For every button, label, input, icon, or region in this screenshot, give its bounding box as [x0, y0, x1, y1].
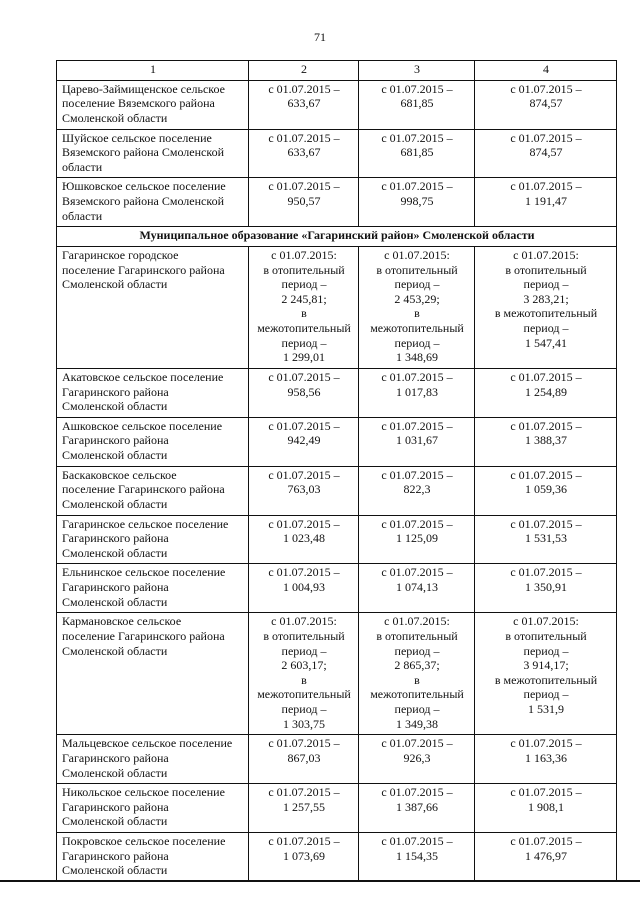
settlement-name-line: Кармановское сельское [62, 614, 182, 629]
tariff-col-2-line: 1 257,55 [283, 799, 325, 814]
tariff-col-4-line: с 01.07.2015 – [510, 785, 582, 800]
tariff-col-2-line: с 01.07.2015 – [268, 418, 340, 433]
tariff-col-3-line: с 01.07.2015: [384, 247, 450, 262]
tariff-col-2-line: период – [281, 335, 327, 350]
tariff-col-2-line: 2 245,81; [281, 291, 327, 306]
tariff-col-3-line: 822,3 [403, 482, 431, 497]
tariff-col-2-line: с 01.07.2015: [271, 247, 337, 262]
tariff-col-3-line: 2 865,37; [394, 658, 440, 673]
tariff-col-4 [475, 178, 617, 227]
tariff-col-2-line: 942,49 [287, 433, 321, 448]
column-number-2: 2 [249, 61, 359, 81]
tariff-col-3-line: с 01.07.2015 – [381, 130, 453, 145]
tariff-col-2-line: 2 603,17; [281, 658, 327, 673]
tariff-col-3 [359, 368, 475, 417]
tariff-col-4-line: с 01.07.2015 – [510, 565, 582, 580]
tariff-col-3-line: в [414, 306, 420, 321]
tariff-col-2-line: в [301, 306, 307, 321]
settlement-name-line: Гагаринского района [62, 799, 169, 814]
tariff-col-2-line: с 01.07.2015 – [268, 516, 340, 531]
tariff-col-4 [475, 246, 617, 368]
tariff-col-3-line: с 01.07.2015 – [381, 834, 453, 848]
column-number-3: 3 [359, 61, 475, 81]
settlement-name-line: Гагаринского района [62, 384, 169, 399]
settlement-name-line: поселение Вяземского района [62, 96, 215, 111]
tariff-col-4-line: 1 531,9 [528, 702, 564, 716]
tariff-col-3-line: с 01.07.2015 – [381, 516, 453, 531]
tariff-col-3-line: межотопительный [370, 321, 464, 335]
table-row [57, 833, 617, 882]
column-number-4: 4 [475, 61, 617, 81]
tariff-col-3-line: с 01.07.2015: [384, 614, 450, 629]
settlement-name-line: Царево-Займищенское сельское [62, 81, 225, 96]
settlement-name-line: Юшковское сельское поселение [62, 179, 226, 194]
tariff-col-2-line: 958,56 [287, 384, 321, 399]
settlement-name-line: Смоленской области [62, 277, 168, 292]
tariff-col-3 [359, 613, 475, 735]
settlement-name [57, 246, 249, 368]
settlement-name-line: Смоленской области [62, 814, 168, 829]
tariff-col-3 [359, 833, 475, 882]
tariff-col-3 [359, 417, 475, 466]
tariff-col-3-line: 681,85 [400, 96, 434, 111]
tariff-col-2 [249, 735, 359, 784]
settlement-name-line: Акатовское сельское поселение [62, 369, 224, 384]
tariff-col-2 [249, 564, 359, 613]
tariff-col-2 [249, 80, 359, 129]
tariff-col-3 [359, 784, 475, 833]
tariff-col-2-line: в [301, 672, 307, 687]
tariff-col-3 [359, 129, 475, 178]
tariff-col-2-line: с 01.07.2015: [271, 614, 337, 629]
settlement-name [57, 417, 249, 466]
settlement-name-line: Вяземского района Смоленской [62, 145, 224, 160]
tariff-col-3-line: период – [394, 277, 440, 292]
tariff-col-4-line: период – [523, 643, 569, 658]
tariff-col-3-line: 926,3 [403, 750, 431, 765]
tariff-col-2-line: период – [281, 643, 327, 658]
tariff-col-4 [475, 466, 617, 515]
table-row [57, 129, 617, 178]
settlement-name-line: Гагаринское городское [62, 247, 179, 262]
tariff-col-4-line: с 01.07.2015 – [510, 81, 582, 96]
tariff-col-4-line: 874,57 [529, 145, 563, 160]
tariff-col-4-line: с 01.07.2015: [513, 614, 579, 629]
tariff-col-3-line: 1 349,38 [396, 716, 438, 731]
settlement-name-line: Смоленской области [62, 545, 168, 560]
tariff-col-4-line: в межотопительный [494, 672, 598, 687]
tariff-col-4 [475, 80, 617, 129]
tariff-col-3-line: 1 154,35 [396, 848, 438, 863]
tariff-col-4-line: с 01.07.2015 – [510, 736, 582, 751]
tariff-col-4-line: в отопительный [505, 262, 587, 277]
tariff-col-3-line: с 01.07.2015 – [381, 369, 453, 384]
table-row [57, 80, 617, 129]
tariff-col-3 [359, 80, 475, 129]
tariff-col-2 [249, 613, 359, 735]
settlement-name-line: Никольское сельское поселение [62, 785, 225, 800]
settlement-name [57, 515, 249, 564]
tariff-col-2 [249, 784, 359, 833]
settlement-name [57, 80, 249, 129]
tariff-col-4-line: 1 908,1 [528, 799, 564, 814]
settlement-name-line: Смоленской области [62, 765, 168, 780]
tariff-col-3-line: 1 125,09 [396, 531, 438, 546]
tariff-col-3-line: 1 017,83 [396, 384, 438, 399]
tariff-col-4-line: 1 531,53 [525, 531, 567, 546]
settlement-name-line: поселение Гагаринского района [62, 628, 225, 643]
tariff-col-4-line: 1 059,36 [525, 482, 567, 497]
tariff-col-3-line: 681,85 [400, 145, 434, 160]
tariff-col-2 [249, 833, 359, 882]
tariff-col-2-line: 1 004,93 [283, 580, 325, 594]
tariff-col-3-line: период – [394, 643, 440, 658]
tariff-col-3-line: с 01.07.2015 – [381, 179, 453, 194]
settlement-name-line: области [62, 208, 103, 223]
tariff-col-4-line: период – [523, 321, 569, 335]
tariff-col-2-line: период – [281, 702, 327, 716]
tariff-col-4-line: с 01.07.2015 – [510, 130, 582, 145]
tariff-col-2 [249, 129, 359, 178]
tariff-col-2-line: 1 303,75 [283, 716, 325, 731]
tariff-col-4-line: 1 388,37 [525, 433, 567, 448]
tariff-col-3 [359, 564, 475, 613]
tariff-col-3 [359, 178, 475, 227]
tariff-col-2-line: 763,03 [287, 482, 321, 497]
tariff-col-4-line: 874,57 [529, 96, 563, 111]
tariff-col-2-line: с 01.07.2015 – [268, 834, 340, 848]
tariff-col-4-line: период – [523, 687, 569, 702]
tariff-col-4-line: в отопительный [505, 628, 587, 643]
tariff-col-2-line: период – [281, 277, 327, 292]
tariff-col-4-line: с 01.07.2015 – [510, 516, 582, 531]
column-number-1: 1 [57, 61, 249, 81]
tariff-col-3-line: с 01.07.2015 – [381, 418, 453, 433]
tariff-col-2-line: с 01.07.2015 – [268, 81, 340, 96]
tariff-col-2-line: 1 073,69 [283, 848, 325, 863]
table-row [57, 564, 617, 613]
settlement-name-line: Гагаринского района [62, 580, 169, 594]
tariff-col-2-line: с 01.07.2015 – [268, 565, 340, 580]
tariff-col-4 [475, 735, 617, 784]
tariff-col-2-line: с 01.07.2015 – [268, 179, 340, 194]
settlement-name-line: Гагаринского района [62, 433, 169, 448]
tariff-col-3 [359, 246, 475, 368]
tariff-col-3-line: период – [394, 335, 440, 350]
section-header-row [57, 227, 617, 247]
tariff-col-2 [249, 246, 359, 368]
tariff-col-4-line: в межотопительный [494, 306, 598, 321]
tariff-col-3-line: межотопительный [370, 687, 464, 702]
tariff-col-4-line: с 01.07.2015 – [510, 369, 582, 384]
page-number: 71 [314, 30, 326, 44]
table-body [57, 61, 617, 882]
tariff-col-2 [249, 515, 359, 564]
tariff-col-4-line: 3 283,21; [523, 291, 569, 306]
tariff-col-4-line: 3 914,17; [523, 658, 569, 673]
tariff-col-4-line: с 01.07.2015 – [510, 467, 582, 482]
tariff-col-2-line: межотопительный [257, 321, 351, 335]
settlement-name-line: Мальцевское сельское поселение [62, 736, 233, 751]
tariff-col-2-line: 633,67 [287, 145, 321, 160]
tariff-col-4 [475, 613, 617, 735]
settlement-name [57, 564, 249, 613]
settlement-name [57, 466, 249, 515]
tariff-col-2-line: в отопительный [263, 262, 345, 277]
tariff-col-3-line: в отопительный [376, 628, 458, 643]
settlement-name-line: Смоленской области [62, 399, 168, 414]
tariff-col-2-line: межотопительный [257, 687, 351, 702]
tariff-col-3-line: с 01.07.2015 – [381, 81, 453, 96]
table-row [57, 784, 617, 833]
settlement-name-line: области [62, 159, 103, 174]
tariff-col-2-line: в отопительный [263, 628, 345, 643]
settlement-name-line: Вяземского района Смоленской [62, 194, 224, 208]
tariff-col-4-line: 1 476,97 [525, 848, 567, 863]
tariff-col-4-line: с 01.07.2015 – [510, 179, 582, 194]
tariff-col-4 [475, 833, 617, 882]
tariff-col-2-line: 1 299,01 [283, 350, 325, 365]
tariff-col-4-line: период – [523, 277, 569, 292]
settlement-name-line: Ашковское сельское поселение [62, 418, 223, 433]
settlement-name-line: Шуйское сельское поселение [62, 130, 212, 145]
table-row [57, 613, 617, 735]
tariff-col-4 [475, 368, 617, 417]
tariff-col-2-line: с 01.07.2015 – [268, 467, 340, 482]
section-title: Муниципальное образование «Гагаринский район» Смоленской области [57, 227, 617, 247]
tariff-col-2-line: 633,67 [287, 96, 321, 111]
tariff-col-2-line: с 01.07.2015 – [268, 369, 340, 384]
tariff-col-3-line: 1 074,13 [396, 580, 438, 594]
tariff-col-3 [359, 466, 475, 515]
settlement-name-line: Смоленской области [62, 110, 168, 125]
tariff-col-2 [249, 417, 359, 466]
settlement-name [57, 784, 249, 833]
tariff-col-3-line: с 01.07.2015 – [381, 736, 453, 751]
tariff-col-2-line: с 01.07.2015 – [268, 130, 340, 145]
tariff-col-4-line: 1 350,91 [525, 580, 567, 594]
table-row [57, 368, 617, 417]
settlement-name [57, 178, 249, 227]
settlement-name-line: Смоленской области [62, 863, 168, 878]
settlement-name [57, 368, 249, 417]
settlement-name-line: Смоленской области [62, 643, 168, 658]
table-row [57, 735, 617, 784]
tariff-col-2-line: 950,57 [287, 194, 321, 208]
table-row [57, 515, 617, 564]
tariff-col-4 [475, 784, 617, 833]
tariff-col-4-line: 1 163,36 [525, 750, 567, 765]
settlement-name-line: Покровское сельское поселение [62, 834, 226, 848]
tariff-col-3-line: в отопительный [376, 262, 458, 277]
tariff-col-3-line: 2 453,29; [394, 291, 440, 306]
bottom-rule [0, 880, 640, 882]
tariff-col-2-line: 1 023,48 [283, 531, 325, 546]
tariff-col-2-line: с 01.07.2015 – [268, 736, 340, 751]
settlement-name-line: Смоленской области [62, 594, 168, 609]
tariff-col-4-line: 1 191,47 [525, 194, 567, 208]
tariff-col-3-line: 1 348,69 [396, 350, 438, 365]
table-row [57, 178, 617, 227]
settlement-name-line: Ельнинское сельское поселение [62, 565, 226, 580]
tariff-col-2-line: с 01.07.2015 – [268, 785, 340, 800]
tariff-col-2 [249, 466, 359, 515]
column-number-row [57, 61, 617, 81]
table-row [57, 466, 617, 515]
settlement-name-line: Смоленской области [62, 448, 168, 462]
tariff-col-4 [475, 129, 617, 178]
tariff-col-2 [249, 178, 359, 227]
table-row [57, 417, 617, 466]
settlement-name [57, 129, 249, 178]
settlement-name-line: Гагаринского района [62, 750, 169, 765]
table-row [57, 246, 617, 368]
tariff-col-4-line: с 01.07.2015 – [510, 418, 582, 433]
tariff-col-3-line: с 01.07.2015 – [381, 785, 453, 800]
tariff-col-4-line: 1 254,89 [525, 384, 567, 399]
tariff-col-3-line: 1 387,66 [396, 799, 438, 814]
tariff-col-3-line: 1 031,67 [396, 433, 438, 448]
settlement-name-line: Гагаринское сельское поселение [62, 516, 229, 531]
tariff-col-4-line: с 01.07.2015 – [510, 834, 582, 848]
settlement-name [57, 833, 249, 882]
settlement-name-line: Смоленской области [62, 496, 168, 511]
tariff-col-4-line: 1 547,41 [525, 335, 567, 350]
tariff-col-3 [359, 735, 475, 784]
tariff-col-2 [249, 368, 359, 417]
tariff-col-3-line: с 01.07.2015 – [381, 467, 453, 482]
tariff-col-3-line: в [414, 672, 420, 687]
settlement-name-line: Гагаринского района [62, 531, 169, 546]
tariff-col-3-line: период – [394, 702, 440, 716]
tariff-col-2-line: 867,03 [287, 750, 321, 765]
settlement-name-line: поселение Гагаринского района [62, 482, 225, 497]
tariff-col-3-line: 998,75 [400, 194, 434, 208]
tariff-table [56, 60, 617, 882]
tariff-col-4 [475, 417, 617, 466]
settlement-name [57, 735, 249, 784]
tariff-col-4 [475, 564, 617, 613]
settlement-name-line: Баскаковское сельское [62, 467, 177, 482]
tariff-col-4-line: с 01.07.2015: [513, 247, 579, 262]
settlement-name [57, 613, 249, 735]
settlement-name-line: поселение Гагаринского района [62, 262, 225, 277]
tariff-col-3 [359, 515, 475, 564]
tariff-col-3-line: с 01.07.2015 – [381, 565, 453, 580]
tariff-col-4 [475, 515, 617, 564]
settlement-name-line: Гагаринского района [62, 848, 169, 863]
